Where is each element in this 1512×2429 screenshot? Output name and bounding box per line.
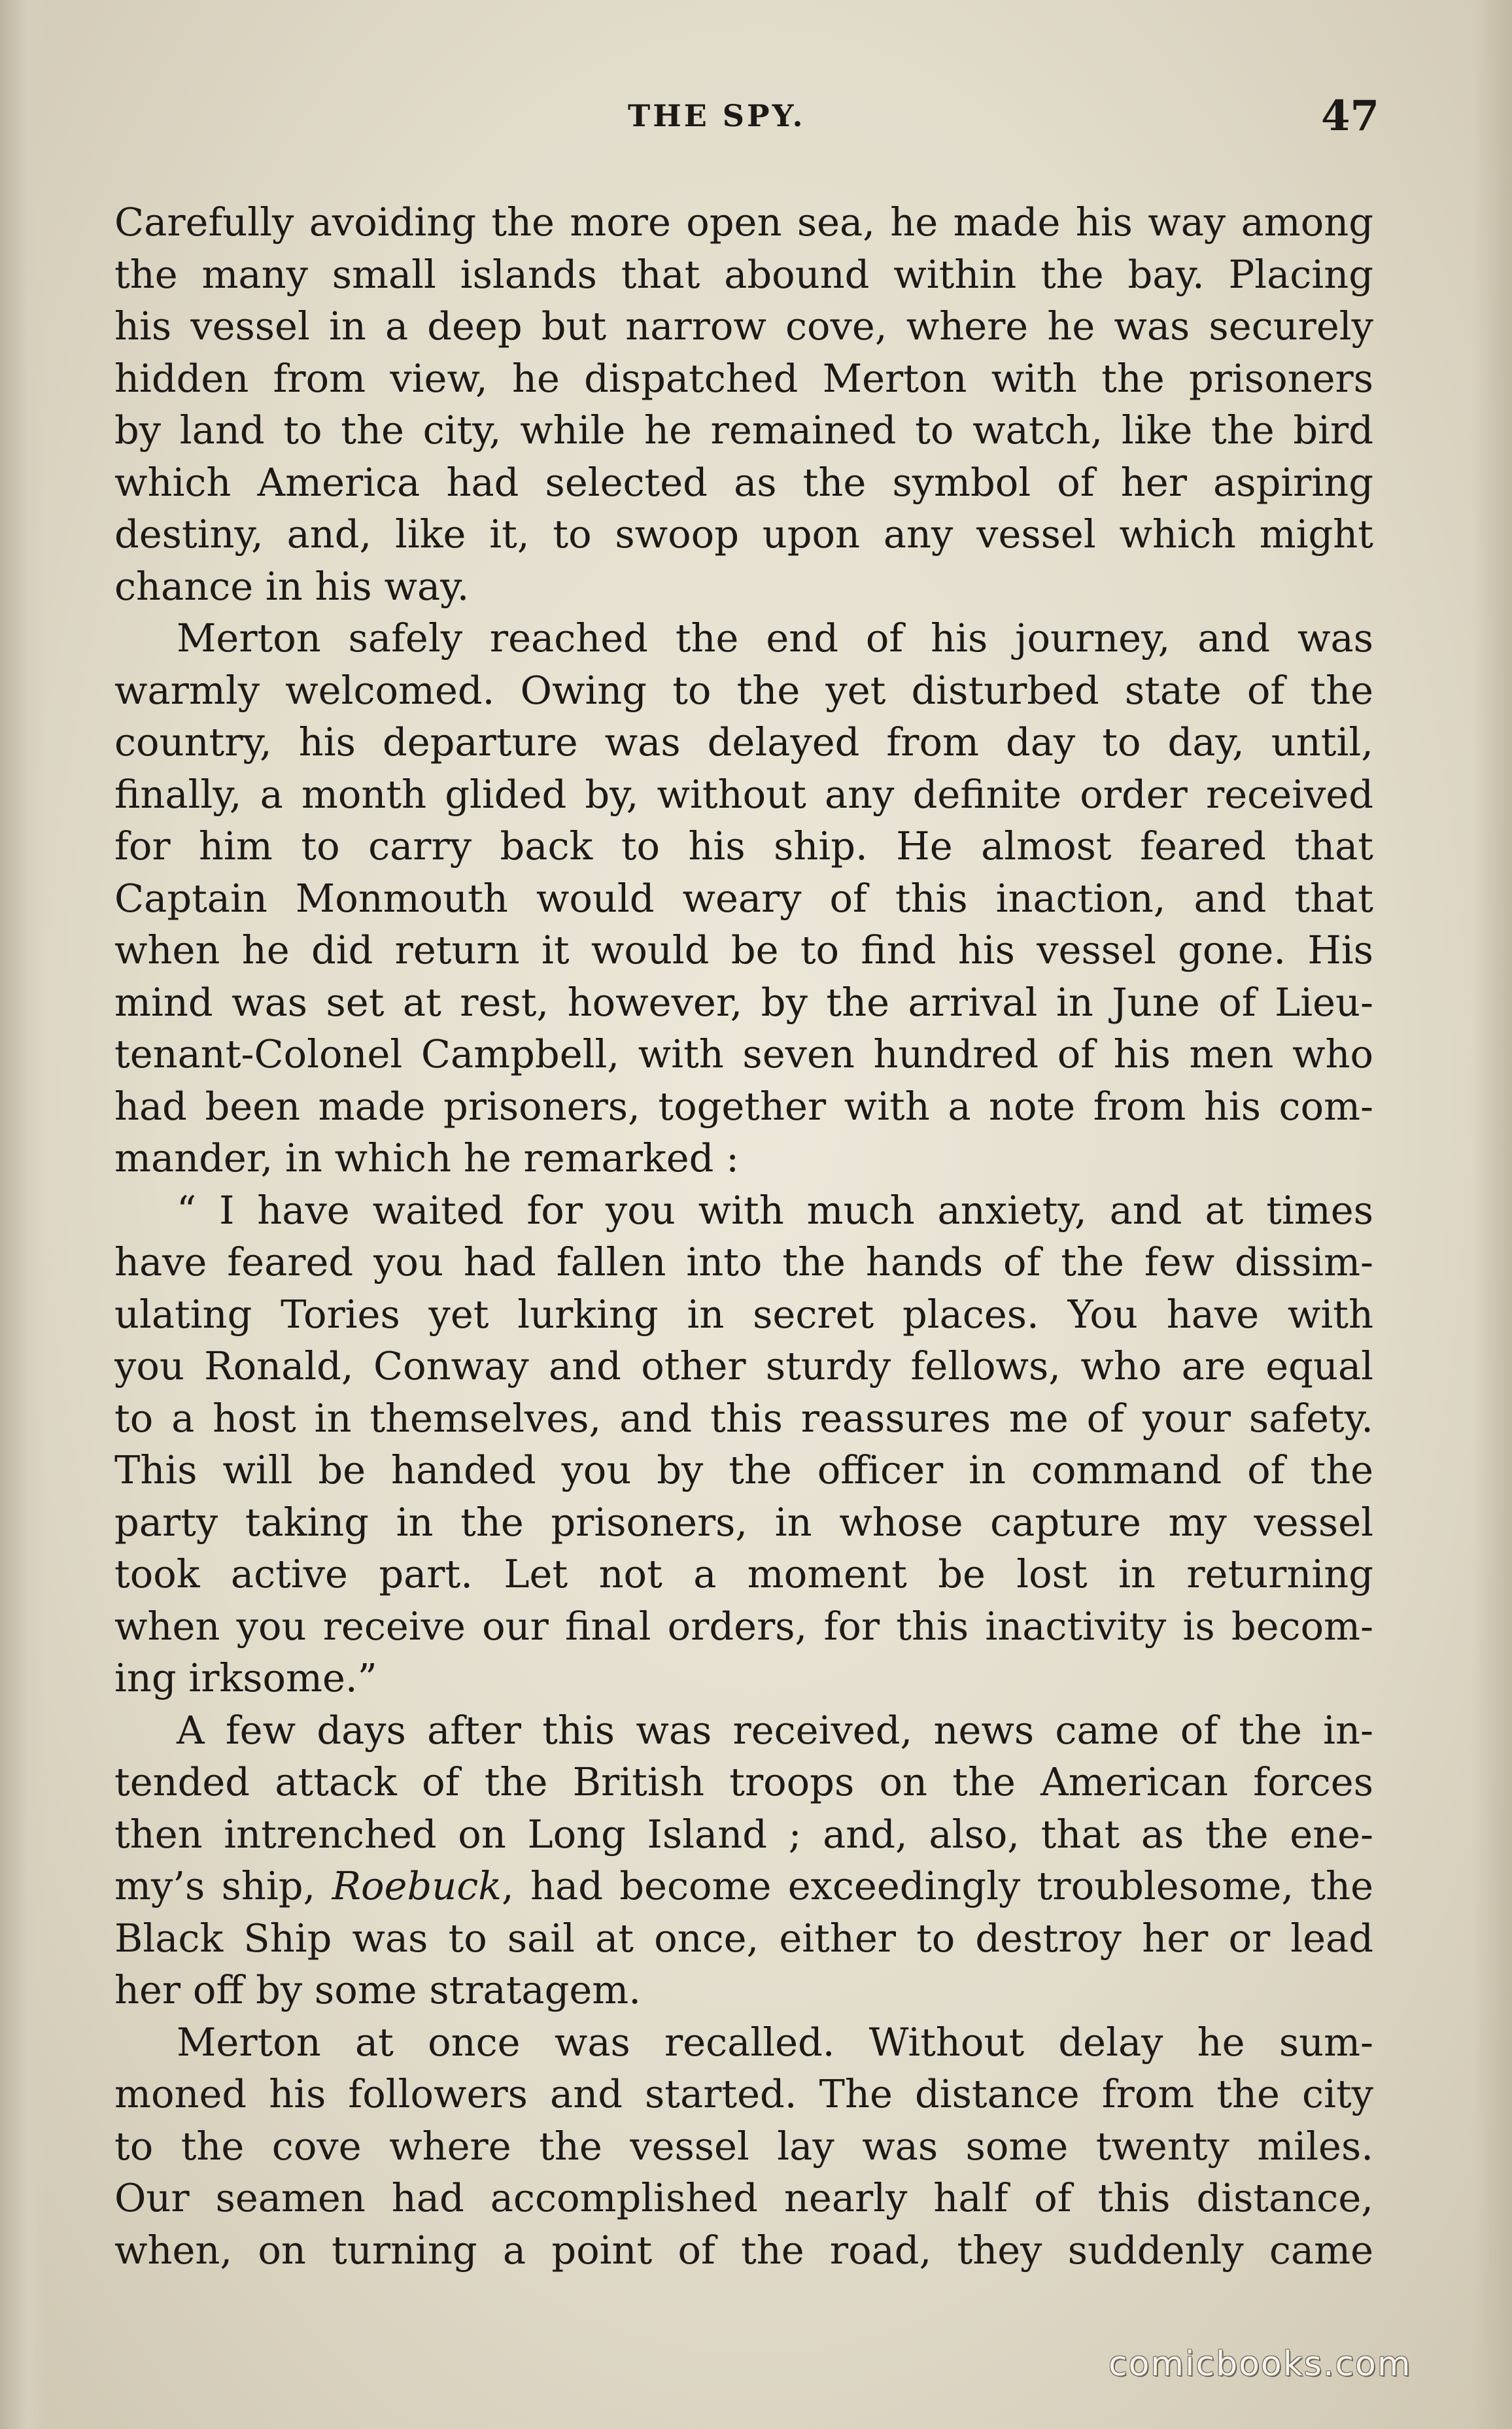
body-text [114, 196, 1373, 2276]
text-line: Black Ship was to sail at once, either to destroy her or lead [114, 1915, 1373, 1961]
text-line: mander, in which he remarked : [114, 1135, 740, 1180]
text-line: tended attack of the British troops on the American forces [114, 1759, 1373, 1804]
ship-name: Roebuck [332, 1863, 502, 1908]
text-line: “ I have waited for you with much anxiety, and at times [177, 1187, 1373, 1233]
text-line: moned his followers and started. The distance from the city [114, 2071, 1373, 2116]
text-line: Carefully avoiding the more open sea, he made his way among [114, 199, 1373, 245]
text-line: party taking in the prisoners, in whose capture my vessel [114, 1499, 1373, 1545]
watermark: comicbooks.com [1108, 2345, 1412, 2384]
text-line: ulating Tories yet lurking in secret places. You have with [114, 1291, 1373, 1337]
text-line: for him to carry back to his ship. He almost feared that [114, 823, 1373, 869]
text-line: had been made prisoners, together with a note from his com- [114, 1083, 1373, 1129]
text-line: chance in his way. [114, 563, 470, 609]
text-line: country, his departure was delayed from day to day, until, [114, 719, 1373, 765]
text-line: Merton at once was recalled. Without delay he sum- [177, 2019, 1373, 2065]
text-line: the many small islands that abound within the bay. Placing [114, 251, 1373, 297]
text-line: to a host in themselves, and this reassures me of your safety. [114, 1395, 1373, 1441]
text-line: you Ronald, Conway and other sturdy fellows, who are equal [114, 1343, 1373, 1388]
text-line: Our seamen had accomplished nearly half of this distance, [114, 2175, 1373, 2220]
text-line: her off by some stratagem. [114, 1967, 641, 2012]
text-line: by land to the city, while he remained to watch, like the bird [114, 407, 1373, 453]
page-edge-shadow [1473, 0, 1512, 2429]
text-line: my’s ship, Roebuck, had become exceedingly troublesome, the [114, 1863, 1373, 1908]
page-gutter-shadow [0, 0, 46, 2429]
text-line: have feared you had fallen into the hands of the few dissim- [114, 1239, 1373, 1284]
text-line: hidden from view, he dispatched Merton with the prisoners [114, 355, 1373, 401]
text-line: tenant-Colonel Campbell, with seven hundred of his men who [114, 1031, 1373, 1077]
running-head: THE SPY. [628, 98, 806, 133]
text-line: A few days after this was received, news came of the in- [177, 1707, 1373, 1753]
page-number: 47 [1321, 92, 1380, 141]
text-line: when, on turning a point of the road, they suddenly came [114, 2227, 1373, 2273]
text-line: his vessel in a deep but narrow cove, where he was securely [114, 303, 1373, 349]
text-line: to the cove where the vessel lay was some twenty miles. [114, 2123, 1373, 2169]
text-line: then intrenched on Long Island ; and, also, that as the ene- [114, 1811, 1373, 1857]
text-line: took active part. Let not a moment be lost in returning [114, 1551, 1373, 1596]
text-line: when he did return it would be to find his vessel gone. His [114, 927, 1373, 973]
text-line: This will be handed you by the officer in command of the [114, 1447, 1373, 1492]
text-line: Merton safely reached the end of his journey, and was [177, 615, 1373, 661]
text-line: mind was set at rest, however, by the arrival in June of Lieu- [114, 979, 1373, 1025]
text-line: Captain Monmouth would weary of this inaction, and that [114, 875, 1373, 921]
text-line: when you receive our final orders, for this inactivity is becom- [114, 1603, 1373, 1649]
text-line: ing irksome.” [114, 1655, 377, 1700]
text-line: destiny, and, like it, to swoop upon any vessel which might [114, 511, 1373, 557]
text-line: warmly welcomed. Owing to the yet disturbed state of the [114, 667, 1373, 713]
text-line: finally, a month glided by, without any definite order received [114, 771, 1373, 817]
text-line: which America had selected as the symbol of her aspiring [114, 459, 1373, 505]
